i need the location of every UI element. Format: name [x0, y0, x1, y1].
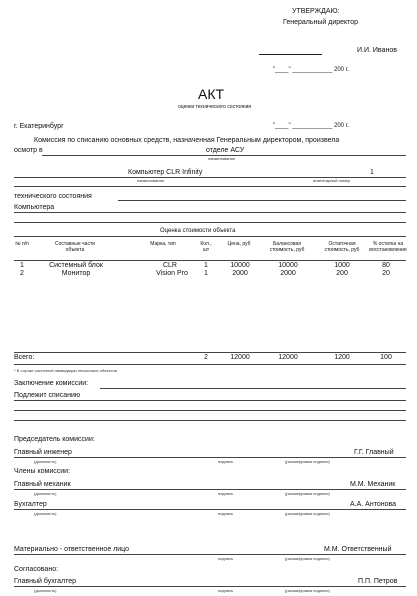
header-num: № п/п [15, 241, 29, 247]
caption-decode: (расшифровка подписи) [285, 491, 330, 496]
member1-line [14, 489, 406, 490]
approval-name: И.И. Иванов [357, 47, 397, 54]
caption-signature: подпись [218, 511, 234, 516]
header-percent: % остатка на восстановление [369, 241, 407, 253]
caption-decode: (расшифровка подписи) [285, 511, 330, 516]
responsible-line [14, 554, 406, 555]
page-title: АКТ [198, 86, 225, 102]
signature-line [259, 54, 322, 55]
caption-signature: подпись [218, 556, 234, 561]
page-subtitle: оценки технического состояния [178, 104, 252, 110]
table-top-line [14, 236, 406, 237]
members-label: Члены комиссии: [14, 468, 71, 475]
chairman-position: Главный инженер [14, 449, 72, 456]
approval-header: УТВЕРЖДАЮ: [292, 8, 340, 15]
agreed-name: П.П. Петров [358, 578, 398, 585]
tech-state-value: Компьютера [14, 204, 55, 211]
object-name: Компьютер CLR Infinity [128, 169, 203, 176]
caption-position: (должность) [34, 588, 57, 593]
header-qty: Кол., шт [200, 241, 212, 253]
caption-decode: (расшифровка подписи) [285, 459, 330, 464]
caption-position: (должность) [34, 511, 57, 516]
header-brand: Марка, тип [150, 241, 176, 247]
caption-signature: подпись [218, 459, 234, 464]
table-title: Оценка стоимости объекта [160, 228, 236, 234]
caption-signature: подпись [218, 588, 234, 593]
conclusion-line [100, 388, 406, 389]
header-balance: Балансовая стоимость, руб [269, 241, 305, 253]
member2-line [14, 509, 406, 510]
inspection-prefix: осмотр в [14, 147, 43, 154]
tech-line-3 [14, 222, 406, 223]
header-bottom-line [14, 260, 406, 261]
footnote: * В случае частичной ликвидации нескольких объектов [14, 368, 117, 373]
department: отделе АСУ [206, 147, 245, 154]
totals-bottom-line [14, 364, 406, 365]
act-date: "____" ____________ 200 г. [273, 123, 349, 129]
chairman-line [14, 457, 406, 458]
member2-position: Бухгалтер [14, 501, 47, 508]
member2-name: А.А. Антонова [350, 501, 397, 508]
header-parts: Составные части объекта [54, 241, 96, 253]
writeoff-label: Подлежит списанию [14, 392, 81, 399]
caption-signature: подпись [218, 491, 234, 496]
city: г. Екатеринбург [14, 123, 64, 130]
approval-position: Генеральный директор [283, 19, 359, 26]
tech-line-2 [14, 212, 406, 213]
conclusion-label: Заключение комиссии: [14, 380, 89, 387]
tech-state-label: технического состояния [14, 193, 92, 200]
member1-position: Главный механик [14, 481, 71, 488]
agreed-line [14, 586, 406, 587]
agreed-label: Согласовано: [14, 566, 59, 573]
object-number: 1 [370, 169, 374, 176]
header-price: Цена, руб [227, 241, 251, 247]
caption-position: (должность) [34, 491, 57, 496]
agreed-position: Главный бухгалтер [14, 578, 76, 585]
tech-line [118, 200, 406, 201]
blank-line-a [14, 410, 406, 411]
writeoff-line [14, 400, 406, 401]
caption-decode: (расшифровка подписи) [285, 556, 330, 561]
responsible-name: М.М. Ответственный [324, 546, 392, 553]
member1-name: М.М. Механик [350, 481, 396, 488]
totals-top-line [14, 352, 406, 353]
responsible-label: Материально - ответственное лицо [14, 546, 129, 553]
object-caption-left: наименование [137, 178, 165, 183]
chairman-label: Председатель комиссии: [14, 436, 95, 443]
blank-line-b [14, 420, 406, 421]
dept-caption: наименование [208, 156, 236, 161]
blank-line [14, 186, 406, 187]
object-caption-right: инвентарный номер [313, 178, 351, 183]
caption-position: (должность) [34, 459, 57, 464]
intro-text: Комиссия по списанию основных средств, назначенная Генеральным директором, произвела [34, 137, 340, 144]
chairman-name: Г.Г. Главный [354, 449, 394, 456]
header-residual: Остаточная стоимость, руб [324, 241, 360, 253]
caption-decode: (расшифровка подписи) [285, 588, 330, 593]
approval-date: "____" ____________ 200 г. [273, 67, 349, 73]
